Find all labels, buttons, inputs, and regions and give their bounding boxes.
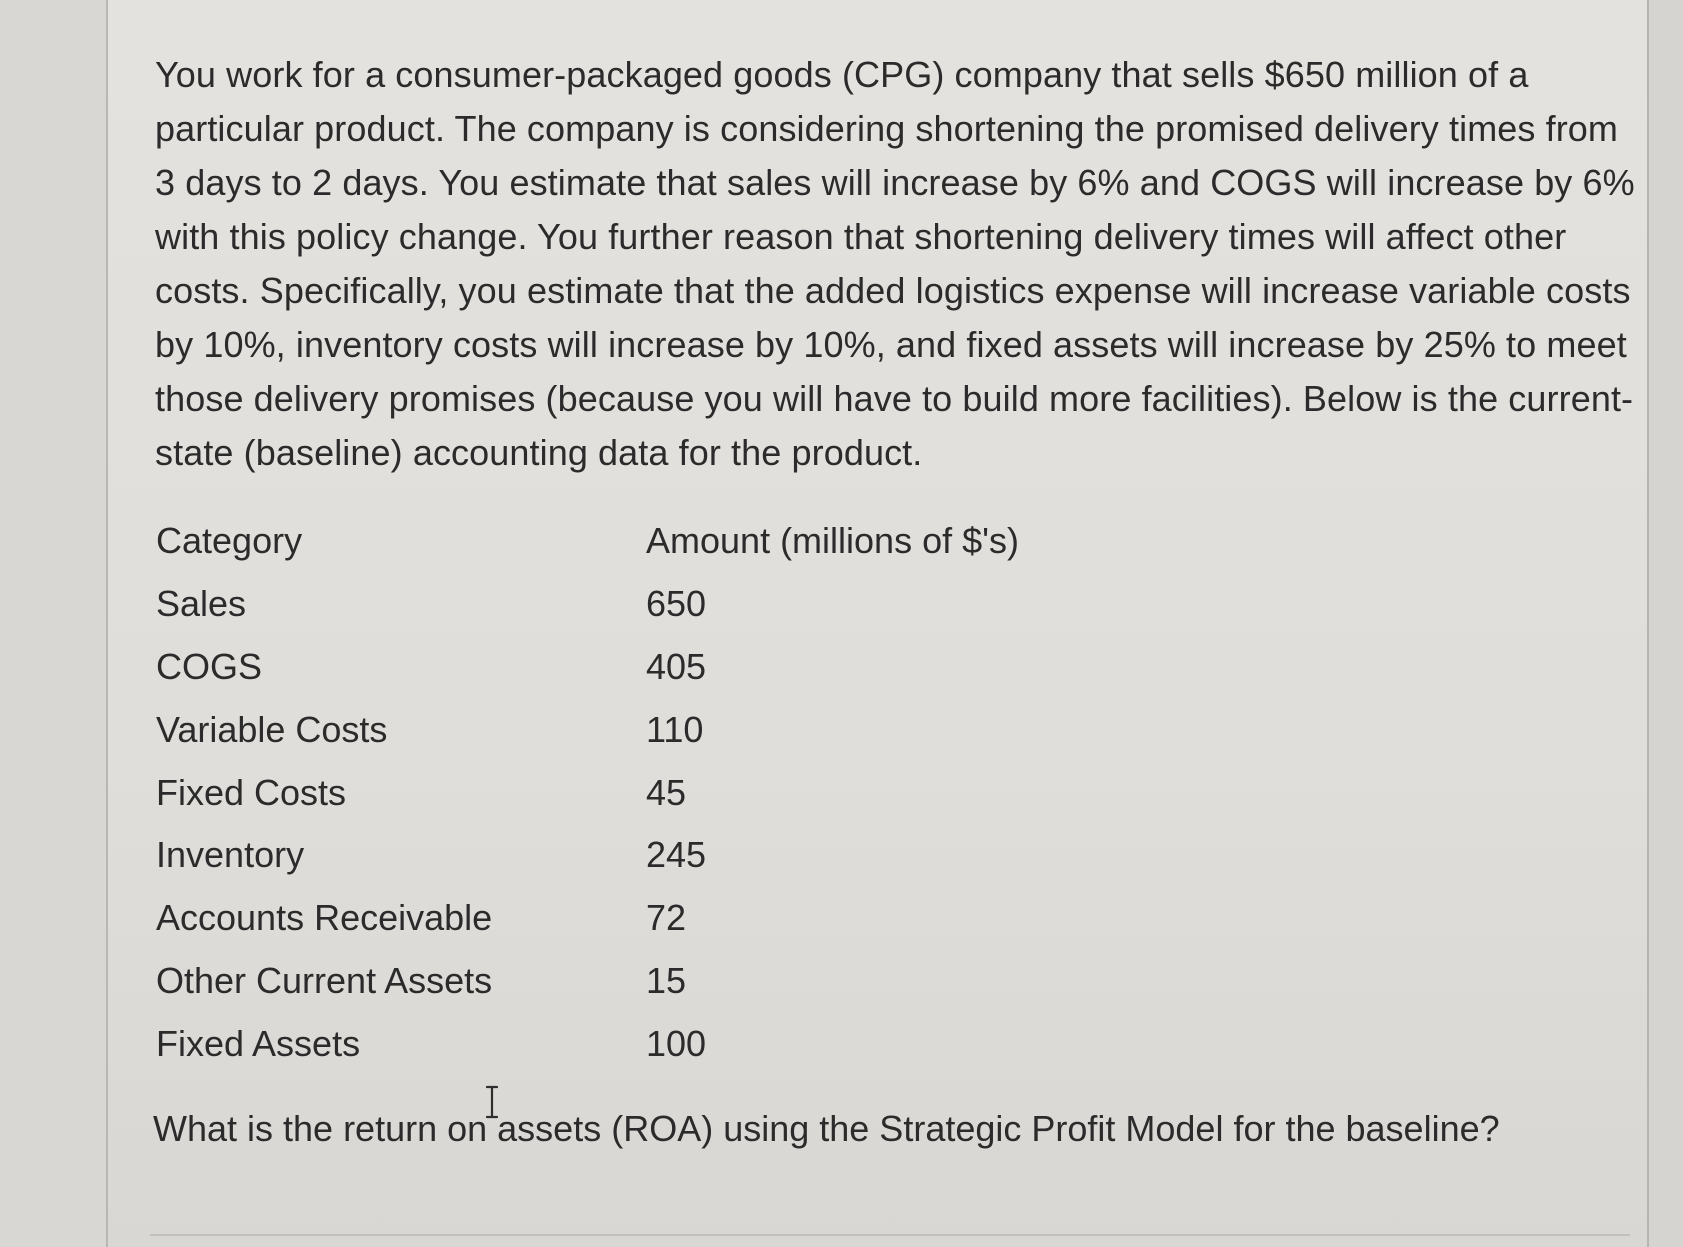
row-amount: 15: [646, 959, 687, 1001]
right-scroll-margin: [1647, 0, 1683, 1247]
table-row: [156, 1012, 1146, 1075]
baseline-accounting-table: [156, 510, 1146, 1075]
header-category: Category: [156, 520, 303, 562]
row-category: Accounts Receivable: [156, 897, 493, 939]
row-category: Other Current Assets: [156, 959, 493, 1001]
left-margin: [0, 0, 108, 1247]
row-amount: 245: [646, 834, 707, 876]
table-row: [156, 887, 1146, 950]
table-row: [156, 573, 1146, 636]
problem-statement: You work for a consumer-packaged goods (CPG) company that sells $650 million of a particular product. The company is considering shortening the promised delivery times from 3 days to 2 days. You estimate that sales will increase by 6% and COGS will increase by 6% with this policy change. You further reason that shortening delivery times will affect other costs. Specifically, you estimate that the added logistics expense will increase variable costs by 10%, inventory costs will increase by 10%, and fixed assets will increase by 25% to meet those delivery promises (because you will have to build more facilities). Below is the current-state (baseline) accounting data for the product.: [155, 54, 1635, 473]
row-amount: 72: [646, 897, 687, 939]
text-cursor-icon: [485, 1085, 499, 1119]
row-amount: 110: [646, 708, 704, 750]
row-category: Inventory: [156, 834, 305, 876]
divider: [150, 1234, 1630, 1236]
row-amount: 650: [646, 583, 707, 625]
table-row: [156, 698, 1146, 761]
row-amount: 100: [646, 1022, 707, 1064]
row-category: COGS: [156, 645, 263, 687]
row-category: Variable Costs: [156, 708, 388, 750]
row-category: Sales: [156, 583, 247, 625]
header-amount: Amount (millions of $'s): [646, 520, 1019, 562]
table-row: [156, 824, 1146, 887]
table-row: [156, 950, 1146, 1013]
row-category: Fixed Costs: [156, 771, 347, 813]
row-amount: 45: [646, 771, 687, 813]
table-row: [156, 636, 1146, 699]
row-category: Fixed Assets: [156, 1022, 361, 1064]
table-row: [156, 761, 1146, 824]
question-text: What is the return on assets (ROA) using the Strategic Profit Model for the baseline?: [153, 1108, 1500, 1149]
row-amount: 405: [646, 645, 707, 687]
table-header-row: [156, 510, 1146, 573]
